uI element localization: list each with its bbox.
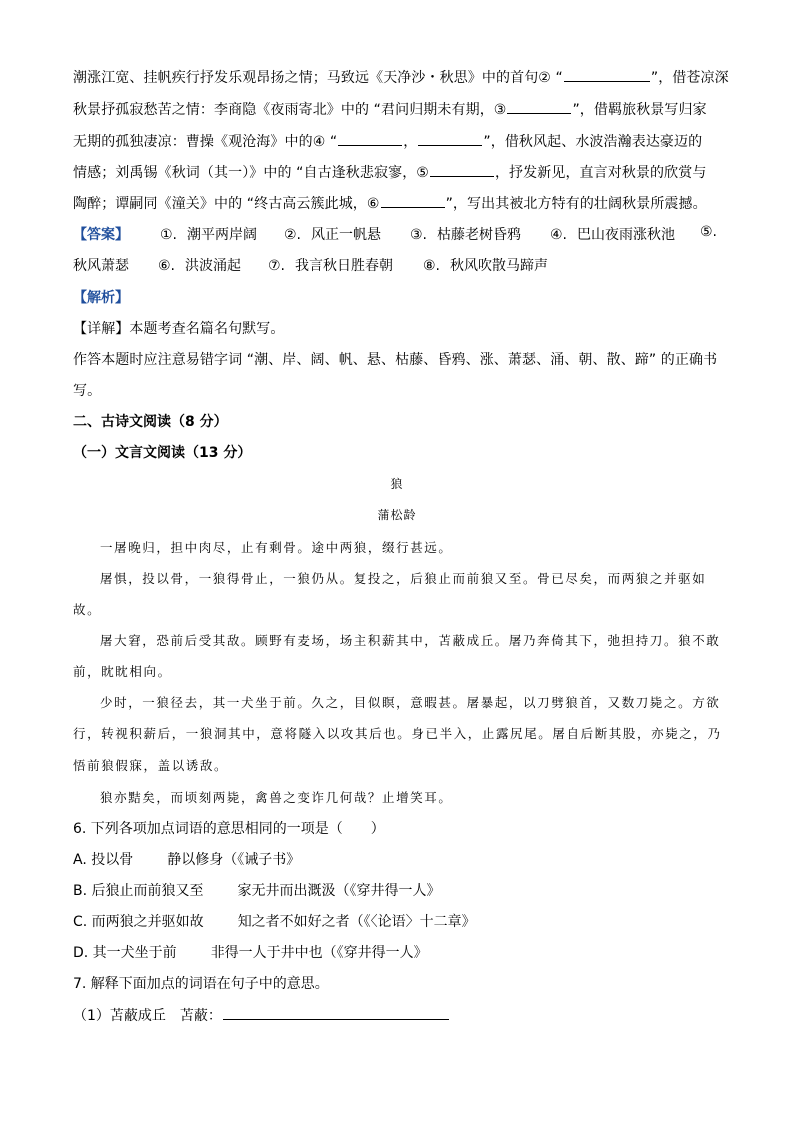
text-paragraph-4c: 悟前狼假寐，盖以诱敌。 (73, 758, 229, 773)
answer-item-5: 秋风萧瑟 (73, 258, 129, 274)
analysis-tag: 【解析】 (73, 290, 129, 306)
passage-line-2: 秋景抒孤寂愁苦之情：李商隐《夜雨寄北》中的 “君问归期未有期，③ ”，借羁旅秋景写归家 (73, 99, 707, 119)
question-6-option-d: D. 其一犬坐于前 非得一人于井中也（《穿井得一人》 (73, 945, 428, 961)
answer-item-1: ①. 潮平两岸阔 (160, 227, 258, 243)
text-title: 狼 (390, 477, 404, 491)
text-paragraph-2b: 故。 (73, 602, 102, 617)
text-paragraph-1: 一屠晚归，担中肉尽，止有剩骨。途中两狼，缀行甚远。 (100, 540, 453, 555)
answer-tag: 【答案】 (73, 227, 129, 243)
question-6-stem: 6. 下列各项加点词语的意思相同的一项是（ ） (73, 821, 385, 837)
passage-line-5: 陶醉；谭嗣同《潼关》中的 “终古高云簇此城，⑥ ”，写出其被北方特有的壮阔秋景所震撼。 (73, 193, 707, 213)
text-paragraph-4a: 少时，一狼径去，其一犬坐于前。久之，目似瞑，意暇甚。屠暴起，以刀劈狼首，又数刀毙之。方欲 (100, 695, 721, 710)
passage-line-4: 情感；刘禹锡《秋词（其一）》中的 “自古逢秋悲寂寥，⑤ ，抒发新见，直言对秋景的欣赏与 (73, 162, 706, 182)
text-paragraph-5: 狼亦黠矣，而顷刻两毙，禽兽之变诈几何哉？止增笑耳。 (100, 790, 453, 805)
analysis-note-2: 写。 (73, 383, 102, 399)
question-7-stem: 7. 解释下面加点的词语在句子中的意思。 (73, 976, 329, 992)
answer-blank (507, 99, 571, 114)
answer-item-3: ③. 枯藤老树昏鸦 (410, 227, 522, 243)
passage-line-1: 潮涨江宽、挂帆疾行抒发乐观昂扬之情；马致远《天净沙・秋思》中的首句② “ ”，借苍凉深 (73, 67, 729, 87)
answer-blank (338, 131, 402, 146)
text-paragraph-3b: 前，眈眈相向。 (73, 664, 172, 679)
question-6-option-a: A. 投以骨 静以修身（《诫子书》 (73, 852, 301, 868)
answer-item-8: ⑧. 秋风吹散马蹄声 (423, 258, 549, 274)
answer-blank (418, 131, 482, 146)
answer-blank (430, 162, 494, 177)
analysis-note-1: 作答本题时应注意易错字词 “潮、岸、阔、帆、悬、枯藤、昏鸦、涨、萧瑟、涌、朝、散、蹄” 的正确书 (73, 352, 718, 368)
answer-item-6: ⑥. 洪波涌起 (158, 258, 242, 274)
answer-blank (564, 67, 650, 82)
analysis-detail: 【详解】本题考查名篇名句默写。 (73, 321, 285, 337)
text-paragraph-3a: 屠大窘，恐前后受其敌。顾野有麦场，场主积薪其中，苫蔽成丘。屠乃奔倚其下，弛担持刀。狼不敢 (100, 633, 721, 648)
question-6-option-b: B. 后狼止而前狼又至 家无井而出溉汲（《穿井得一人》 (73, 883, 441, 899)
question-6-option-c: C. 而两狼之并驱如故 知之者不如好之者（《〈论语〉十二章》 (73, 914, 476, 930)
answer-item-5-num: ⑤. (700, 224, 718, 240)
subsection-title: （一）文言文阅读（13 分） (73, 445, 252, 461)
question-7-item-1: （1）苫蔽成丘 苫蔽： (73, 1005, 450, 1025)
answer-item-4: ④. 巴山夜雨涨秋池 (550, 227, 676, 243)
section-title: 二、古诗文阅读（8 分） (73, 414, 228, 430)
text-paragraph-4b: 行，转视积薪后，一狼洞其中，意将隧入以攻其后也。身已半入，止露尻尾。屠自后断其股，亦毙之，乃 (73, 726, 722, 741)
answer-blank (381, 193, 445, 208)
answer-item-7: ⑦. 我言秋日胜春朝 (268, 258, 394, 274)
answer-line (223, 1005, 449, 1020)
passage-line-3: 无期的孤独凄凉：曹操《观沧海》中的④ “ ， ”，借秋风起、水波浩瀚表达豪迈的 (73, 131, 702, 151)
answer-item-2: ②. 风正一帆悬 (284, 227, 382, 243)
text-paragraph-2a: 屠惧，投以骨，一狼得骨止，一狼仍从。复投之，后狼止而前狼又至。骨已尽矣，而两狼之并驱如 (100, 571, 707, 586)
text-author: 蒲松龄 (377, 508, 417, 522)
